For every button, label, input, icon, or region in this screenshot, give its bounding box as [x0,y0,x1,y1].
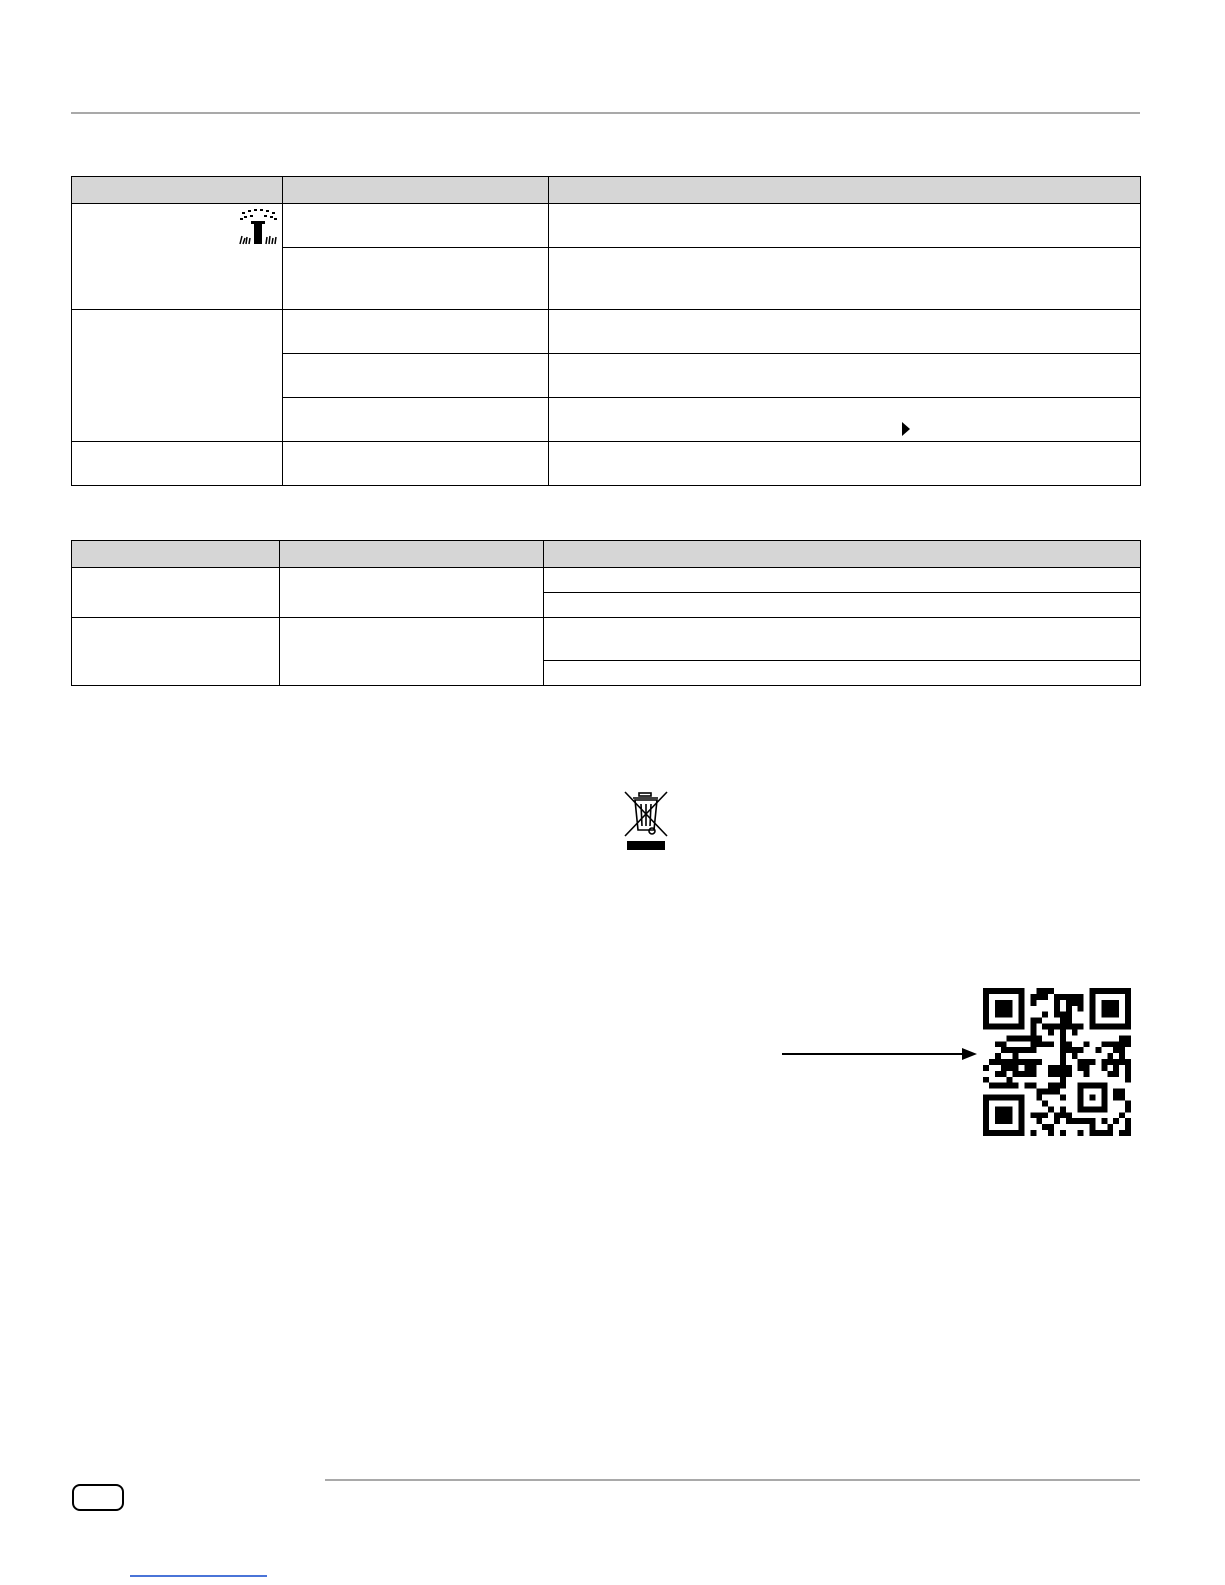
table-cell [72,618,280,686]
table-header-cell [72,541,280,568]
table-header-cell [280,541,544,568]
sprinkler-icon [238,207,278,247]
table-cell [280,618,544,686]
table-cell [283,398,549,442]
table-row [72,568,1141,593]
table-cell [549,248,1141,310]
crossed-out-wheelie-bin-icon [622,790,670,852]
table-cell [283,204,549,248]
table-header-cell [72,177,283,204]
table-cell [549,204,1141,248]
play-triangle-icon [902,422,910,436]
table-row [72,618,1141,661]
table-cell [280,568,544,618]
table-cell [283,248,549,310]
troubleshooting-table [71,176,1141,486]
bottom-link-underline[interactable] [130,1575,267,1577]
table-cell [549,398,1141,442]
table-cell [72,568,280,618]
table-cell [72,310,283,442]
table-cell [283,310,549,354]
table-row [72,204,1141,248]
table-cell [72,204,283,310]
arrow-right-icon [782,1046,978,1062]
table-cell [544,618,1141,661]
qr-code [983,988,1131,1136]
footer-rule [325,1479,1140,1481]
table-row [72,310,1141,354]
header-rule [71,112,1140,114]
table-header-cell [549,177,1141,204]
table-cell [549,442,1141,486]
table-cell [283,354,549,398]
technical-table [71,540,1141,686]
table-row [72,442,1141,486]
table-header-cell [544,541,1141,568]
table-cell [72,442,283,486]
table-cell [544,593,1141,618]
table-cell [283,442,549,486]
table-cell [549,354,1141,398]
table-cell [544,661,1141,686]
table-cell [549,310,1141,354]
table-cell [544,568,1141,593]
language-badge [72,1484,124,1511]
table-header-cell [283,177,549,204]
